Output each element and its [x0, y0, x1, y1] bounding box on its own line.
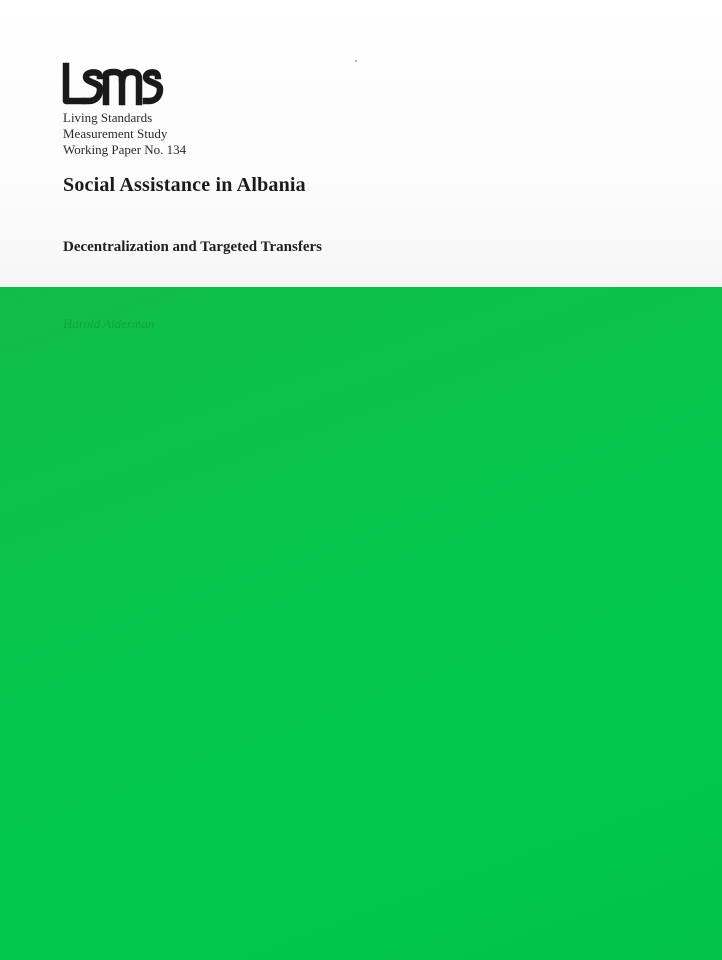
book-title: Social Assistance in Albania — [63, 174, 306, 196]
series-line: Working Paper No. 134 — [63, 142, 187, 157]
author-name: Harold Alderman — [63, 316, 155, 331]
lsms-logo — [62, 62, 174, 106]
speck — [355, 60, 357, 62]
series-line: Living Standards — [63, 110, 153, 125]
cover-green-panel — [0, 287, 722, 960]
series-info — [63, 110, 186, 158]
book-subtitle: Decentralization and Targeted Transfers — [63, 239, 323, 255]
series-line: Measurement Study — [63, 126, 168, 141]
